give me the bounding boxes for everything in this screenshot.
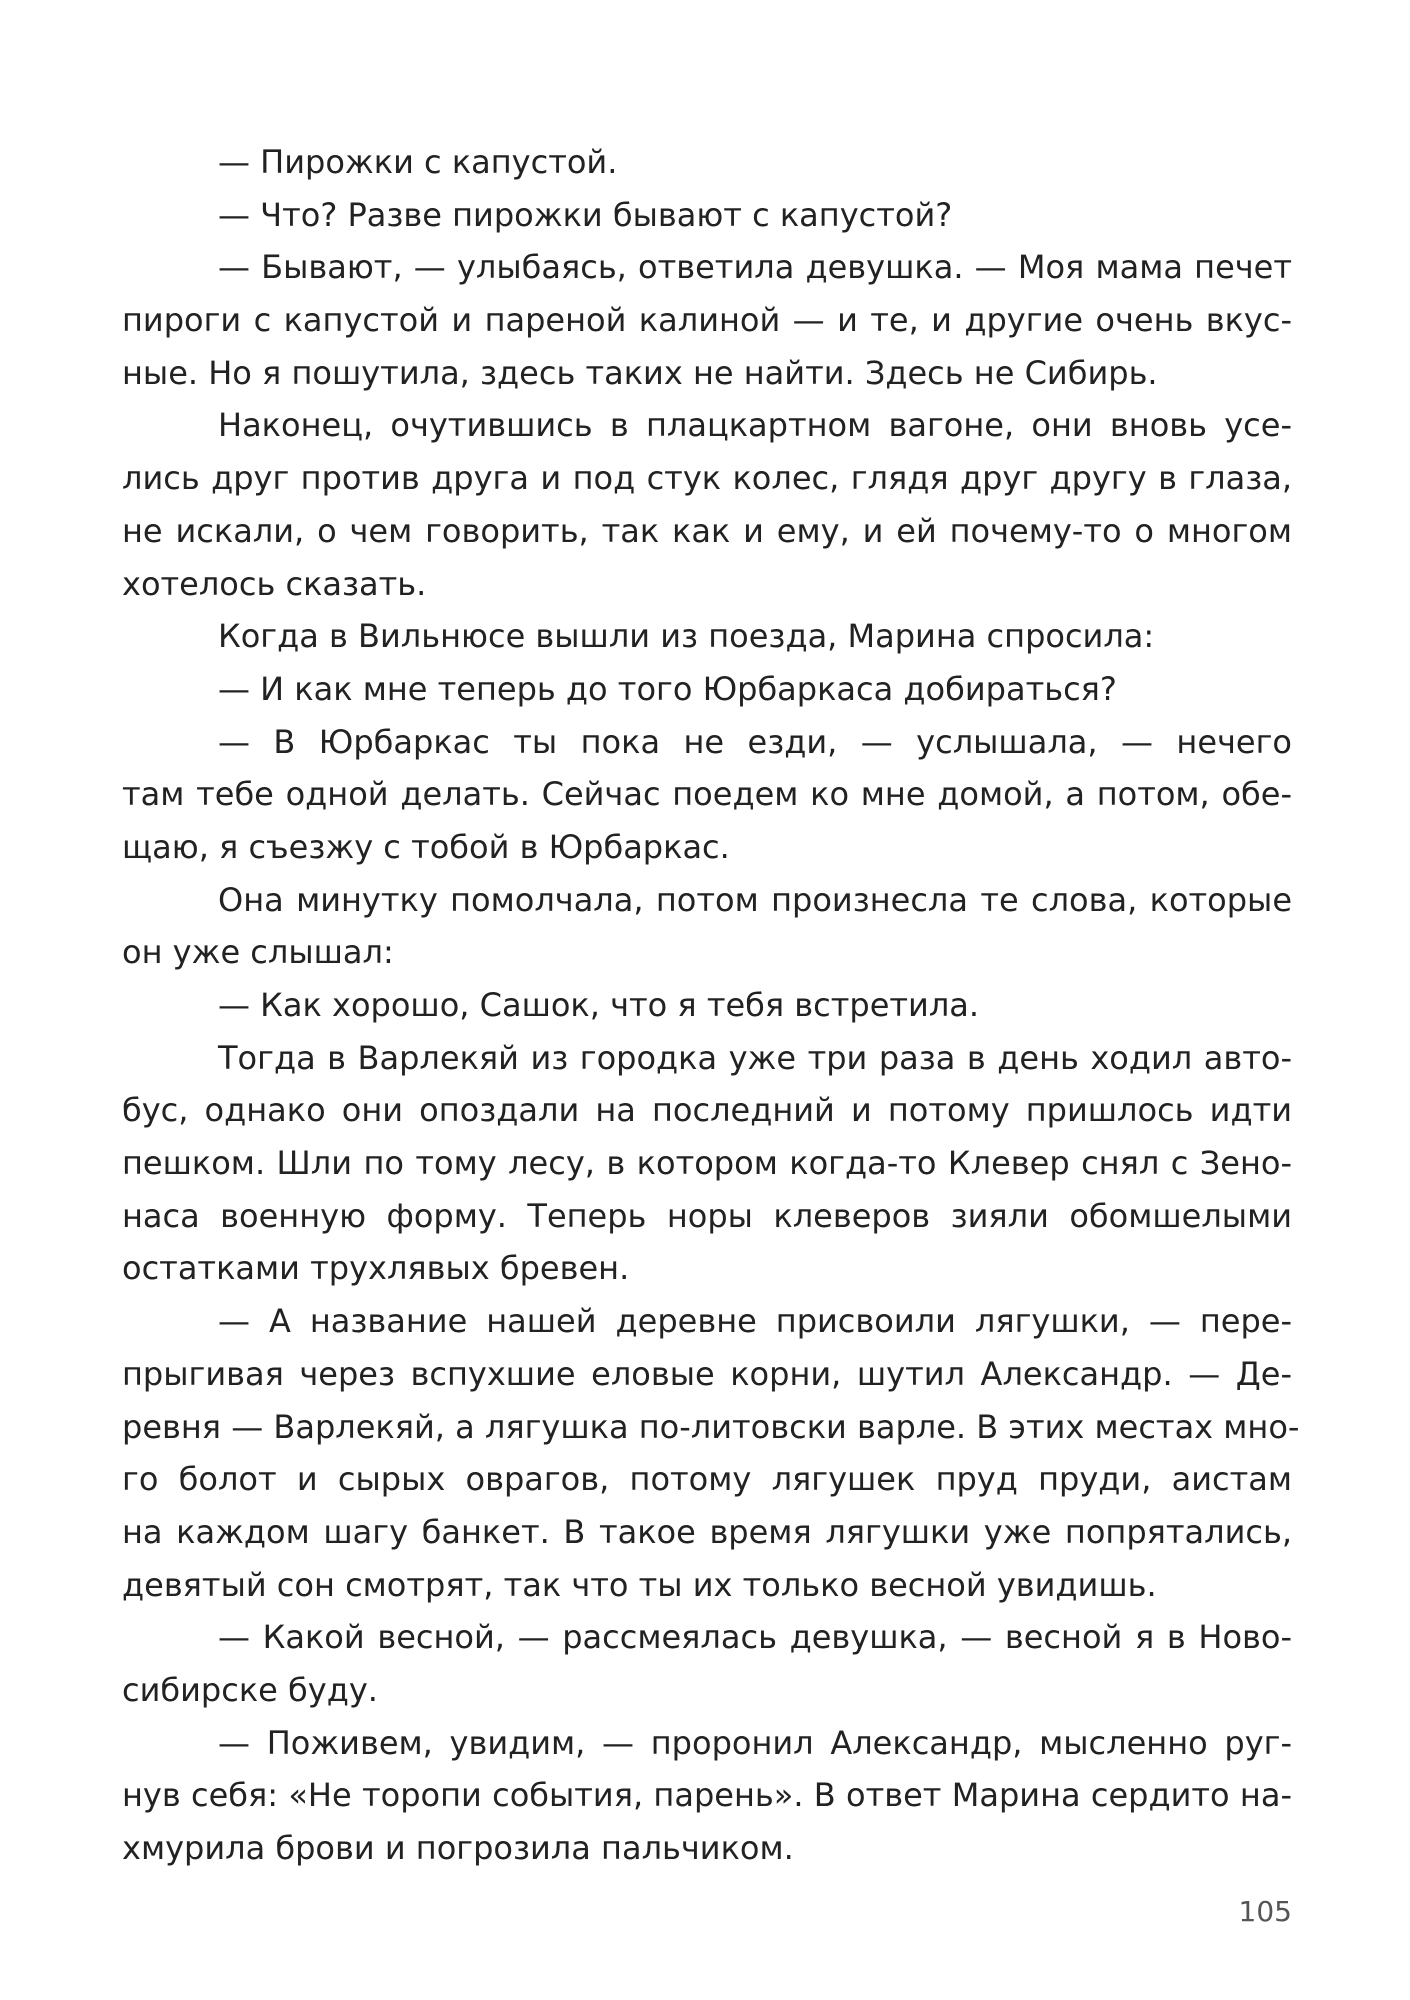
text-line: Когда в Вильнюсе вышли из поезда, Марина спросила:	[218, 617, 1155, 656]
text-line: не искали, о чем говорить, так как и ему, и ей почему-то о многом	[122, 511, 1292, 550]
text-line: Она минутку помолчала, потом произнесла те слова, которые	[218, 880, 1292, 919]
body-text	[122, 136, 1300, 1875]
text-line: хотелось сказать.	[122, 564, 427, 603]
text-line: — А название нашей деревне присвоили лягушки, — пере-	[218, 1302, 1292, 1341]
text-line: Тогда в Варлекяй из городка уже три раза в день ходил авто-	[218, 1038, 1292, 1077]
text-line: пироги с капустой и пареной калиной — и те, и другие очень вкус-	[122, 301, 1292, 340]
text-line: там тебе одной делать. Сейчас поедем ко мне домой, а потом, обе-	[122, 775, 1292, 814]
text-line: ревня — Варлекяй, а лягушка по-литовски варле. В этих местах мно-	[122, 1407, 1300, 1446]
text-line: пешком. Шли по тому лесу, в котором когда-то Клевер снял с Зено-	[122, 1144, 1292, 1183]
text-line: — Какой весной, — рассмеялась девушка, — весной я в Ново-	[218, 1618, 1292, 1657]
text-line: — И как мне теперь до того Юрбаркаса добираться?	[218, 669, 1117, 708]
text-line: — В Юрбаркас ты пока не езди, — услышала, — нечего	[218, 722, 1292, 761]
text-line: наса военную форму. Теперь норы клеверов зияли обомшелыми	[122, 1196, 1292, 1235]
page-number: 105	[1238, 1895, 1292, 1928]
text-line: Наконец, очутившись в плацкартном вагоне, они вновь усе-	[218, 406, 1292, 445]
text-line: — Поживем, увидим, — проронил Александр, мысленно руг-	[218, 1723, 1292, 1762]
text-line: на каждом шагу банкет. В такое время лягушки уже попрятались,	[122, 1512, 1292, 1551]
text-line: — Что? Разве пирожки бывают с капустой?	[218, 195, 953, 234]
text-line: — Как хорошо, Сашок, что я тебя встретила.	[218, 986, 980, 1024]
text-line: хмурила брови и погрозила пальчиком.	[122, 1829, 794, 1867]
text-line: — Бывают, — улыбаясь, ответила девушка. — Моя мама печет	[218, 248, 1292, 287]
text-line: он уже слышал:	[122, 933, 394, 972]
text-line: лись друг против друга и под стук колес, глядя друг другу в глаза,	[122, 459, 1292, 498]
text-line: сибирске буду.	[122, 1670, 378, 1709]
text-line: го болот и сырых оврагов, потому лягушек пруд пруди, аистам	[122, 1460, 1292, 1499]
text-line: — Пирожки с капустой.	[218, 143, 618, 181]
text-line: ные. Но я пошутила, здесь таких не найти. Здесь не Сибирь.	[122, 353, 1158, 392]
text-line: бус, однако они опоздали на последний и потому пришлось идти	[122, 1091, 1292, 1130]
text-line: прыгивая через вспухшие еловые корни, шутил Александр. — Де-	[122, 1354, 1292, 1393]
text-line: остатками трухлявых бревен.	[122, 1249, 630, 1288]
text-line: девятый сон смотрят, так что ты их только весной увидишь.	[122, 1565, 1157, 1604]
text-line: нув себя: «Не торопи события, парень». В ответ Марина сердито на-	[122, 1776, 1292, 1815]
text-line: щаю, я съезжу с тобой в Юрбаркас.	[122, 827, 730, 866]
